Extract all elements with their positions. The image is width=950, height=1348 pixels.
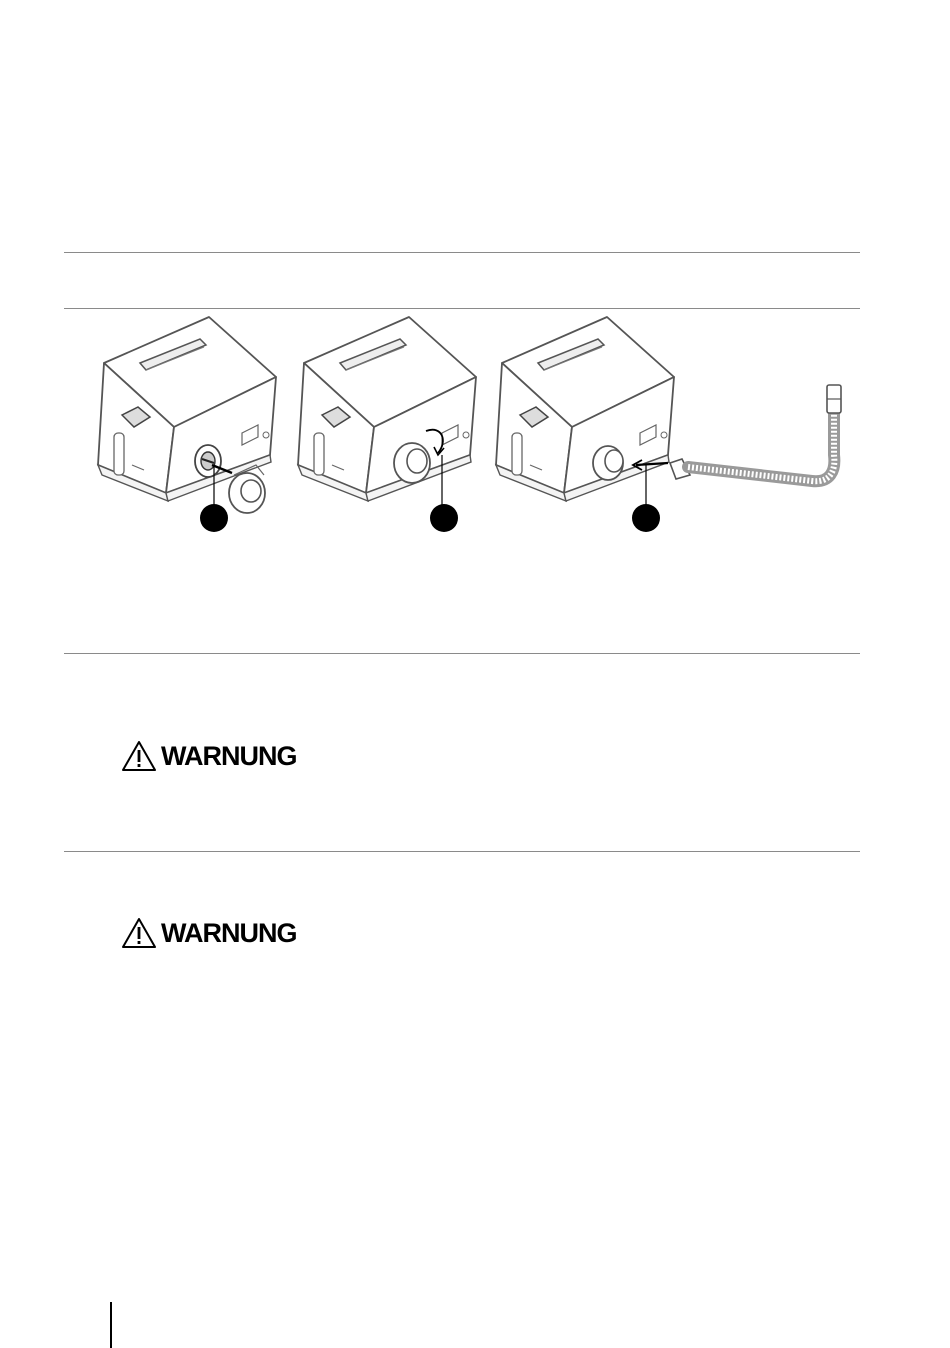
divider-top-2	[64, 308, 860, 309]
warning-label: WARNUNG	[161, 740, 297, 771]
step-3-marker	[632, 504, 660, 532]
step-2-device	[298, 317, 476, 501]
warning-heading-1	[121, 740, 297, 772]
divider-top-1	[64, 252, 860, 253]
warning-triangle-icon	[121, 917, 157, 949]
warning-heading-2	[121, 917, 297, 949]
warning-triangle-icon	[121, 740, 157, 772]
step-3-device	[496, 317, 674, 501]
step-1-marker	[200, 504, 228, 532]
assembly-illustration	[64, 315, 860, 535]
air-tube-icon	[670, 385, 841, 481]
divider-lower	[64, 851, 860, 852]
divider-mid	[64, 653, 860, 654]
warning-label: WARNUNG	[161, 917, 297, 948]
step-2-marker	[430, 504, 458, 532]
page-margin-bar	[110, 1302, 112, 1348]
